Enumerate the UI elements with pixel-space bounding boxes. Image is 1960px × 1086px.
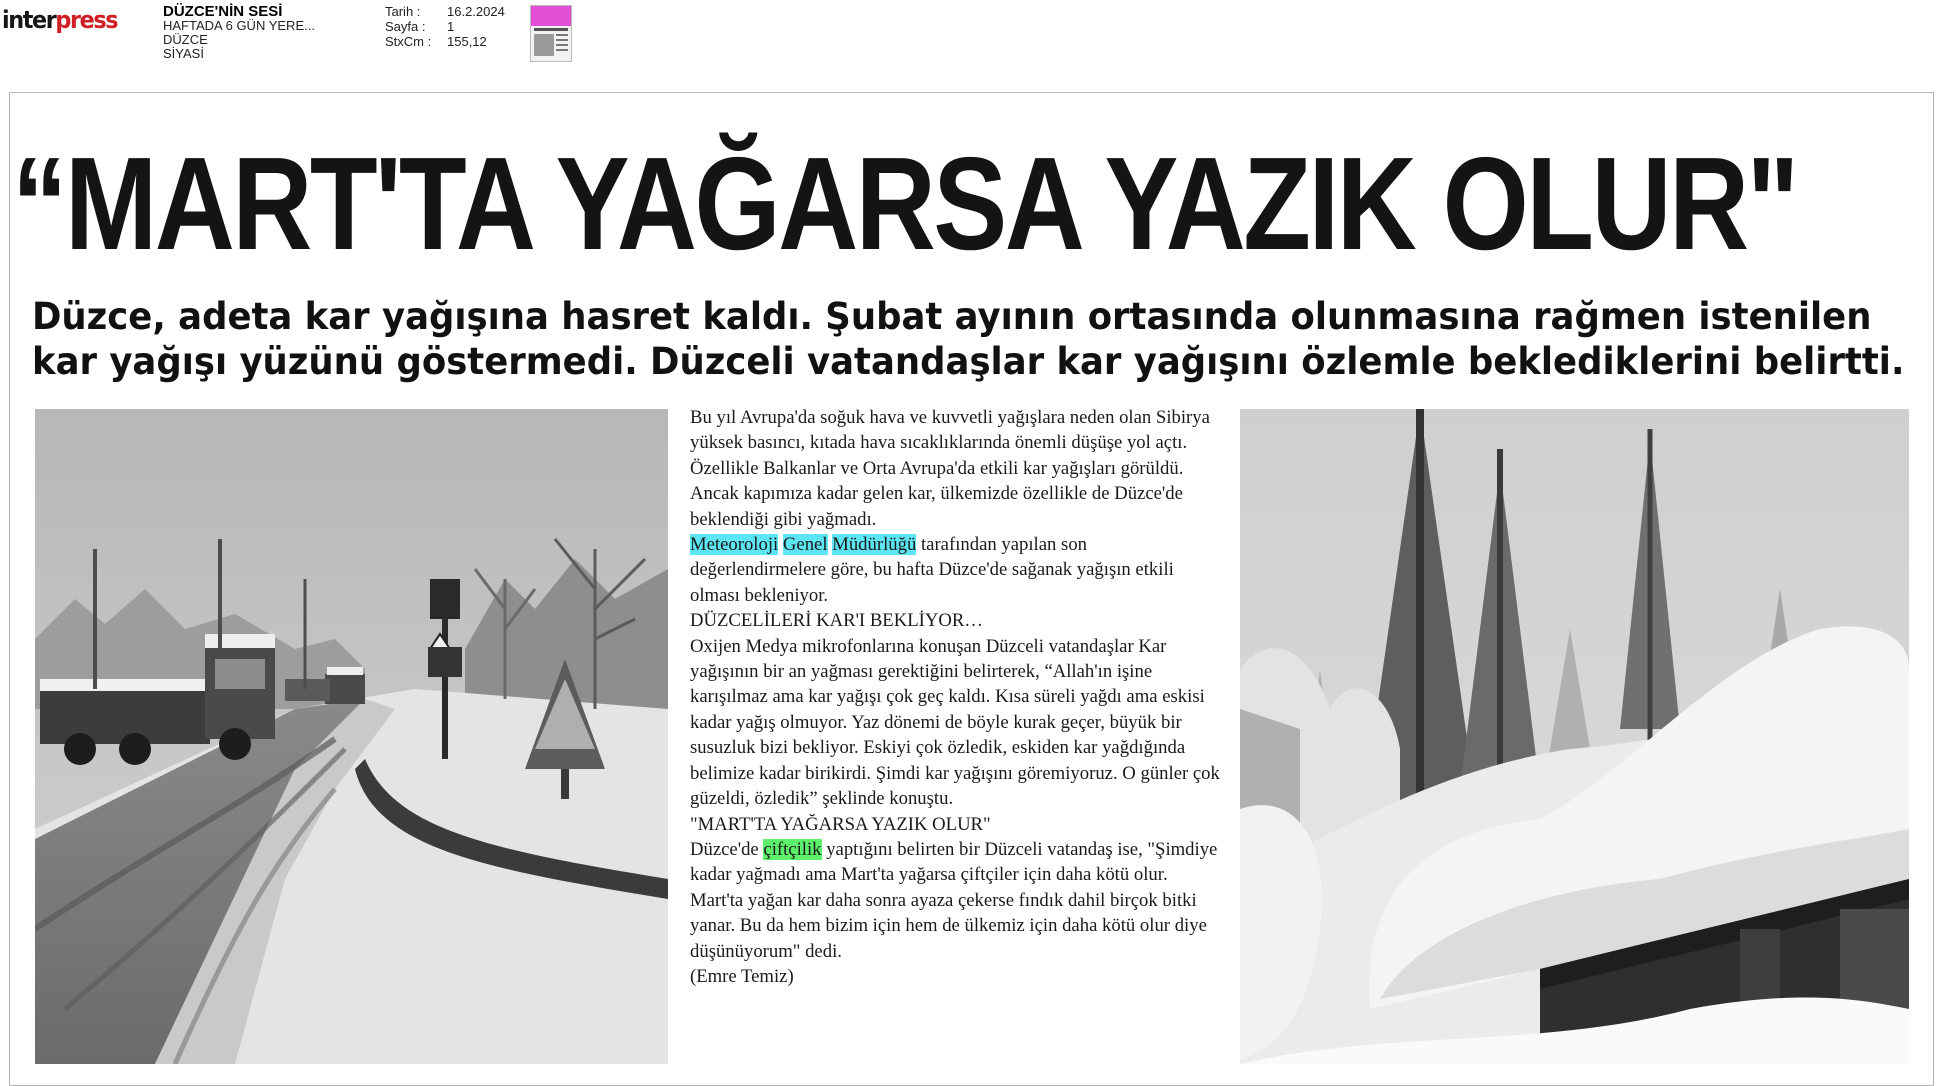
- publication-name: DÜZCE'NİN SESİ: [163, 3, 283, 20]
- paragraph-2: Meteoroloji Genel Müdürlüğü tarafından yapılan son değerlendirmelere göre, bu hafta Düzce'de sağanak yağışın etkili olması bekleniyor.: [690, 534, 1174, 606]
- page-label: Sayfa :: [385, 19, 426, 34]
- interpress-logo: interpress: [2, 6, 118, 34]
- article-body: [690, 405, 1225, 989]
- paragraph-4: Düzce'de çiftçilik yaptığını belirten bir Düzceli vatandaş ise, "Şimdiye kadar yağmadı ama Mart'ta yağarsa çiftçiler için daha kötü olur. Mart'ta yağan kar daha sonra ayaza çekerse fındık dahil birçok bitki yanar. Bu da hem bizim için hem de ülkemiz için daha kötü olur diye düşünüyorum" dedi.: [690, 838, 1218, 962]
- page-thumbnail[interactable]: [530, 5, 572, 62]
- stxcm-label: StxCm :: [385, 34, 432, 49]
- stxcm-row: [385, 34, 505, 49]
- page-row: [385, 19, 505, 34]
- stxcm-value: 155,12: [447, 34, 487, 49]
- deck-line-2: kar yağışı yüzünü göstermedi. Düzceli vatandaşlar kar yağışını özlemle beklediklerini belirtti.: [32, 340, 1905, 383]
- date-value: 16.2.2024: [447, 4, 505, 19]
- snowy-road-photo: [35, 409, 668, 1064]
- paragraph-1: Bu yıl Avrupa'da soğuk hava ve kuvvetli yağışlara neden olan Sibirya yüksek basıncı, kıtada hava sıcaklıklarında önemli düşüşe yol açtı. Özellikle Balkanlar ve Orta Avrupa'da etkili kar yağışları görüldü. Ancak kapımıza kadar gelen kar, ülkemizde özellikle de Düzce'de beklendiği gibi yağmadı.: [690, 407, 1210, 530]
- highlight-ciftcilik: çiftçilik: [763, 838, 822, 860]
- byline: (Emre Temiz): [690, 965, 794, 987]
- paragraph-3: Oxijen Medya mikrofonlarına konuşan Düzceli vatandaşlar Kar yağışının bir an yağması gerektiğini belirterek, “Allah'ın işine karışılmaz ama kar yağışı çok geç kaldı. Kısa süreli yağdı ama eskisi kadar yağış olmuyor. Yaz dönemi de böyle kurak geçer, büyük bir susuzluk bizi bekliyor. Eskiyi çok özledik, eskiden kar yağdığında belimize kadar birikirdi. Şimdi kar yağışını göremiyoruz. O günler çok güzeldi, özledik” şeklinde konuştu.: [690, 635, 1220, 810]
- snowy-forest-photo: [1240, 409, 1909, 1064]
- date-label: Tarih :: [385, 4, 421, 19]
- publication-city: DÜZCE: [163, 32, 208, 47]
- highlight-genel: Genel: [782, 534, 828, 556]
- subheading-2: "MART'TA YAĞARSA YAZIK OLUR": [690, 813, 991, 835]
- subheading-1: DÜZCELİLERİ KAR'I BEKLİYOR…: [690, 610, 983, 632]
- headline: “MART'TA YAĞARSA YAZIK OLUR": [12, 130, 1797, 277]
- deck-line-1: Düzce, adeta kar yağışına hasret kaldı. Şubat ayının ortasında olunmasına rağmen istenilen: [32, 295, 1872, 338]
- highlight-mudurlugu: Müdürlüğü: [832, 534, 917, 556]
- clipping-meta: [385, 4, 505, 49]
- highlight-meteoroloji: Meteoroloji: [690, 534, 779, 556]
- page-value: 1: [447, 19, 455, 34]
- publication-category: SİYASİ: [163, 46, 204, 61]
- deck: [32, 294, 1905, 384]
- publication-info: [163, 5, 315, 61]
- publication-frequency: HAFTADA 6 GÜN YERE...: [163, 18, 315, 33]
- date-row: [385, 4, 505, 19]
